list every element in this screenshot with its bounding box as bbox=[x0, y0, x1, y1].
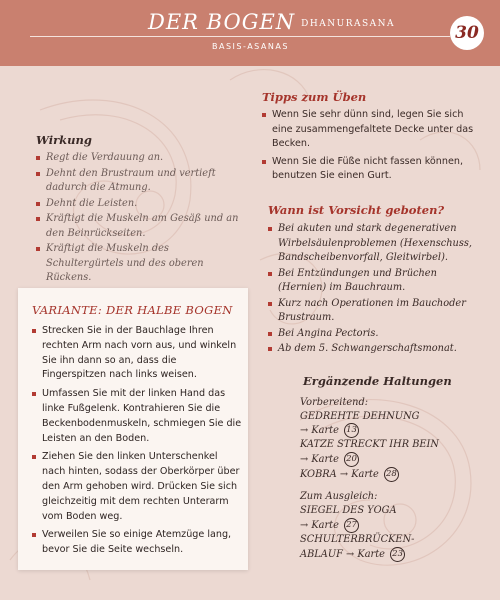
list-item-text: Bei Angina Pectoris. bbox=[278, 327, 379, 339]
karte-label: Karte bbox=[311, 519, 339, 531]
wirkung-section bbox=[36, 133, 241, 287]
list-item bbox=[262, 108, 482, 152]
ergaenzende-haltungen-section bbox=[300, 375, 480, 562]
bullet-square-icon bbox=[36, 202, 40, 206]
list-item bbox=[262, 155, 482, 184]
list-item-text: Kräftigt die Muskeln des Schultergürtels und des oberen Rückens. bbox=[46, 243, 204, 283]
list-item-text: Wenn Sie sehr dünn sind, legen Sie sich eine zusammengefaltete Decke unter das Becken. bbox=[272, 109, 474, 149]
bullet-square-icon bbox=[36, 247, 40, 251]
bullet-square-icon bbox=[268, 227, 272, 231]
bullet-square-icon bbox=[268, 272, 272, 276]
karte-label: Karte bbox=[351, 469, 379, 481]
bullet-square-icon bbox=[268, 332, 272, 336]
bullet-square-icon bbox=[262, 113, 266, 117]
card-number-circle[interactable]: 27 bbox=[344, 518, 359, 533]
list-item bbox=[36, 242, 241, 286]
list-item bbox=[32, 528, 242, 558]
card-reference bbox=[300, 467, 480, 482]
variante-box bbox=[18, 288, 248, 570]
karte-label: Karte bbox=[311, 454, 339, 466]
title-sanskrit: DHANURASANA bbox=[301, 18, 396, 29]
bullet-square-icon bbox=[36, 217, 40, 221]
list-item-text: Umfassen Sie mit der linken Hand das linke Fußgelenk. Kontrahieren Sie die Beckenbodenmuskeln, schmiegen Sie die Leisten an den Boden. bbox=[42, 388, 242, 444]
card-reference bbox=[300, 452, 480, 467]
pose-name: SCHULTERBRÜCKEN- bbox=[300, 533, 415, 545]
karte-label: Karte bbox=[357, 548, 385, 560]
list-item bbox=[36, 167, 241, 196]
card-number-circle[interactable]: 28 bbox=[384, 467, 399, 482]
list-item-text: Bei Entzündungen und Brüchen (Hernien) im Bauchraum. bbox=[278, 267, 437, 293]
card-number-circle[interactable]: 13 bbox=[344, 423, 359, 438]
variante-list bbox=[32, 324, 242, 562]
list-item bbox=[268, 267, 480, 296]
list-item-text: Wenn Sie die Füße nicht fassen können, benutzen Sie einen Gurt. bbox=[272, 155, 463, 181]
ergaenzend-heading: Ergänzende Haltungen bbox=[303, 374, 452, 388]
tipps-list bbox=[262, 108, 482, 184]
list-item bbox=[268, 297, 480, 326]
vorbereitend-label: Vorbereitend: bbox=[300, 396, 369, 408]
list-item-text: Ab dem 5. Schwangerschaftsmonat. bbox=[278, 343, 457, 354]
pose-name: SIEGEL DES YOGA bbox=[300, 504, 397, 516]
card-header bbox=[0, 0, 500, 66]
arrow-right-icon: → bbox=[339, 469, 349, 481]
bullet-square-icon bbox=[262, 160, 266, 164]
list-item-text: Dehnt die Leisten. bbox=[46, 197, 138, 209]
ausgleich-label: Zum Ausgleich: bbox=[300, 491, 378, 503]
list-item-text: Kräftigt die Muskeln am Gesäß und an den Beinrückseiten. bbox=[46, 213, 239, 239]
karte-label: Karte bbox=[311, 425, 339, 437]
bullet-square-icon bbox=[36, 156, 40, 160]
list-item bbox=[32, 450, 242, 524]
list-item-text: Ziehen Sie den linken Unterschenkel nach hinten, sodass der Oberkörper über den Arm gehoben wird. Drücken Sie sich gleichzeitig mit dem rechten Unterarm vom Boden weg. bbox=[42, 451, 240, 522]
list-item bbox=[268, 222, 480, 266]
wirkung-list bbox=[36, 151, 241, 286]
page-title bbox=[148, 10, 395, 34]
list-item bbox=[32, 324, 242, 383]
card-number-badge: 30 bbox=[450, 16, 484, 50]
section-label: BASIS-ASANAS bbox=[212, 42, 289, 51]
pose-name: ABLAUF bbox=[300, 548, 343, 560]
list-item-text: Kurz nach Operationen im Bauchoder Brustraum. bbox=[278, 297, 466, 323]
pose-name: KOBRA bbox=[300, 469, 337, 481]
header-rule bbox=[30, 36, 450, 37]
arrow-right-icon: → bbox=[300, 425, 309, 437]
card-number-circle[interactable]: 23 bbox=[390, 547, 405, 562]
bullet-square-icon bbox=[32, 329, 36, 333]
list-item-text: Verweilen Sie so einige Atemzüge lang, bevor Sie die Seite wechseln. bbox=[42, 529, 232, 556]
arrow-right-icon: → bbox=[300, 519, 309, 531]
variante-heading: VARIANTE: DER HALBE BOGEN bbox=[32, 303, 233, 317]
bullet-square-icon bbox=[268, 347, 272, 351]
arrow-right-icon: → bbox=[300, 454, 309, 466]
wirkung-heading: Wirkung bbox=[36, 133, 92, 147]
bullet-square-icon bbox=[268, 302, 272, 306]
list-item bbox=[268, 327, 480, 342]
title-text: DER BOGEN bbox=[148, 10, 296, 34]
bullet-square-icon bbox=[32, 392, 36, 396]
list-item-text: Strecken Sie in der Bauchlage Ihren rechten Arm nach vorn aus, und winkeln Sie ihn dann so an, dass die Fingerspitzen nach links weisen. bbox=[42, 325, 237, 381]
tipps-heading: Tipps zum Üben bbox=[262, 90, 367, 104]
card-reference bbox=[300, 518, 480, 533]
vorsicht-heading: Wann ist Vorsicht geboten? bbox=[268, 203, 445, 217]
bullet-square-icon bbox=[36, 172, 40, 176]
card-number-circle[interactable]: 20 bbox=[344, 452, 359, 467]
list-item bbox=[268, 342, 480, 357]
list-item bbox=[36, 197, 241, 212]
vorsicht-section bbox=[268, 203, 480, 358]
pose-name: GEDREHTE DEHNUNG bbox=[300, 410, 420, 422]
pose-name: KATZE STRECKT IHR BEIN bbox=[300, 439, 440, 451]
list-item-text: Bei akuten und stark degenerativen Wirbelsäulenproblemen (Hexenschuss, Bandscheibenvorfall, Gleitwirbel). bbox=[278, 223, 473, 263]
bullet-square-icon bbox=[32, 455, 36, 459]
card-reference bbox=[300, 547, 480, 562]
card-reference bbox=[300, 423, 480, 438]
tipps-section bbox=[262, 90, 482, 187]
list-item bbox=[32, 387, 242, 446]
list-item bbox=[36, 151, 241, 166]
arrow-right-icon: → bbox=[346, 548, 355, 560]
vorsicht-list bbox=[268, 222, 480, 357]
list-item-text: Regt die Verdauung an. bbox=[46, 152, 164, 163]
list-item-text: Dehnt den Brustraum und vertieft dadurch die Atmung. bbox=[46, 167, 216, 193]
bullet-square-icon bbox=[32, 533, 36, 537]
list-item bbox=[36, 212, 241, 241]
spacer bbox=[300, 482, 480, 490]
